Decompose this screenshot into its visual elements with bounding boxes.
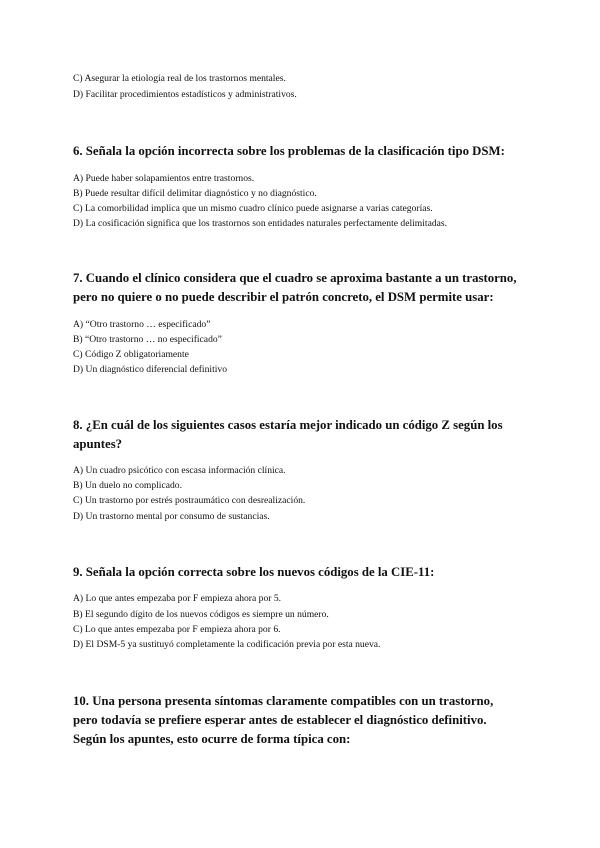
question-8-title: 8. ¿En cuál de los siguientes casos estaría mejor indicado un código Z según los xyxy=(73,418,503,432)
question-10-title: Según los apuntes, esto ocurre de forma típica con: xyxy=(73,732,351,746)
option-line: D) La cosificación significa que los trastornos son entidades naturales perfectamente delimitadas. xyxy=(73,218,448,229)
option-line: A) Puede haber solapamientos entre trastornos. xyxy=(73,173,255,184)
option-line: A) “Otro trastorno … especificado” xyxy=(73,319,211,330)
option-line: B) El segundo dígito de los nuevos códigos es siempre un número. xyxy=(73,609,329,620)
question-9-title: 9. Señala la opción correcta sobre los nuevos códigos de la CIE-11: xyxy=(73,565,435,579)
option-line: B) “Otro trastorno … no especificado” xyxy=(73,334,222,345)
option-line: C) La comorbilidad implica que un mismo cuadro clínico puede asignarse a varias categorías. xyxy=(73,203,433,214)
question-10-title: 10. Una persona presenta síntomas claramente compatibles con un trastorno, xyxy=(73,694,494,708)
question-7-title: 7. Cuando el clínico considera que el cuadro se aproxima bastante a un trastorno, xyxy=(73,271,517,285)
option-line: D) El DSM-5 ya sustituyó completamente la codificación previa por esta nueva. xyxy=(73,639,381,650)
option-line: C) Un trastorno por estrés postraumático con desrealización. xyxy=(73,495,306,506)
question-8-title: apuntes? xyxy=(73,437,123,451)
option-line: C) Lo que antes empezaba por F empieza ahora por 6. xyxy=(73,624,281,635)
option-line: D) Un trastorno mental por consumo de sustancias. xyxy=(73,511,270,522)
question-7-title: pero no quiere o no puede describir el patrón concreto, el DSM permite usar: xyxy=(73,290,494,304)
option-line: B) Puede resultar difícil delimitar diagnóstico y no diagnóstico. xyxy=(73,188,317,199)
option-line: A) Lo que antes empezaba por F empieza ahora por 5. xyxy=(73,593,282,604)
option-line: C) Código Z obligatoriamente xyxy=(73,349,189,360)
option-line: D) Un diagnóstico diferencial definitivo xyxy=(73,364,227,375)
question-10-title: pero todavía se prefiere esperar antes de establecer el diagnóstico definitivo. xyxy=(73,713,487,727)
option-line: C) Asegurar la etiología real de los trastornos mentales. xyxy=(73,73,286,84)
question-6-title: 6. Señala la opción incorrecta sobre los problemas de la clasificación tipo DSM: xyxy=(73,144,505,158)
option-line: D) Facilitar procedimientos estadísticos y administrativos. xyxy=(73,89,297,100)
option-line: A) Un cuadro psicótico con escasa información clínica. xyxy=(73,465,286,476)
option-line: B) Un duelo no complicado. xyxy=(73,480,182,491)
